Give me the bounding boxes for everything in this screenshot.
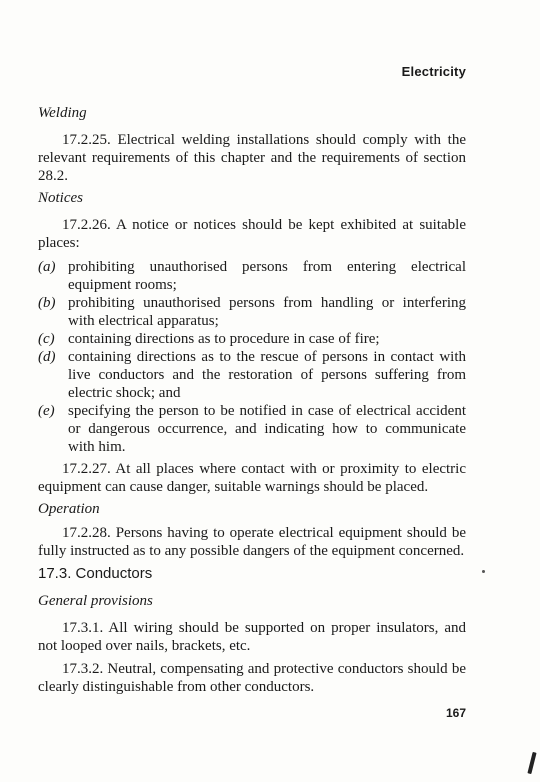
list-marker: (d) [38,349,56,365]
operation-heading: Operation [38,501,100,517]
paragraph-17-3-1: 17.3.1. All wiring should be supported on proper insulators, and not looped over nails, brackets, etc. [38,620,466,654]
list-item [38,258,466,294]
list-item [38,402,466,456]
list-item [38,330,466,348]
section-heading-17-3: 17.3. Conductors [38,565,153,582]
page-edge-mark [527,752,536,774]
page-number: 167 [445,706,466,720]
book-page [38,0,466,782]
print-speck [482,570,485,573]
paragraph-17-2-27: 17.2.27. At all places where contact with or proximity to electric equipment can cause danger, suitable warnings should be placed. [38,461,466,495]
welding-section [38,104,466,185]
notices-section [38,189,466,496]
list-item [38,294,466,330]
conductors-section [38,565,466,696]
paragraph-17-3-2: 17.3.2. Neutral, compensating and protective conductors should be clearly distinguishable from other conductors. [38,661,466,695]
list-marker: (a) [38,259,56,275]
welding-heading: Welding [38,105,87,121]
notices-list [38,258,466,456]
list-item [38,348,466,402]
list-item-text: prohibiting unauthorised persons from handling or interfering with electrical apparatus; [68,295,466,329]
list-item-text: containing directions as to the rescue of persons in contact with live conductors and the restoration of persons suffering from electric shock; and [68,349,466,401]
list-marker: (c) [38,331,55,347]
paragraph-17-2-25: 17.2.25. Electrical welding installations should comply with the relevant requirements of this chapter and the requirements of section 28.2. [38,132,466,184]
list-marker: (e) [38,403,55,419]
list-item-text: specifying the person to be notified in case of electrical accident or dangerous occurrence, and indicating how to communicate with him. [68,403,466,455]
operation-section [38,500,466,560]
list-item-text: prohibiting unauthorised persons from entering electrical equipment rooms; [68,259,466,293]
list-marker: (b) [38,295,56,311]
notices-heading: Notices [38,190,83,206]
running-head: Electricity [401,64,466,79]
list-item-text: containing directions as to procedure in case of fire; [68,331,380,347]
paragraph-17-2-28: 17.2.28. Persons having to operate electrical equipment should be fully instructed as to any possible dangers of the equipment concerned. [38,525,466,559]
paragraph-17-2-26: 17.2.26. A notice or notices should be kept exhibited at suitable places: [38,217,466,251]
general-provisions-heading: General provisions [38,593,153,609]
